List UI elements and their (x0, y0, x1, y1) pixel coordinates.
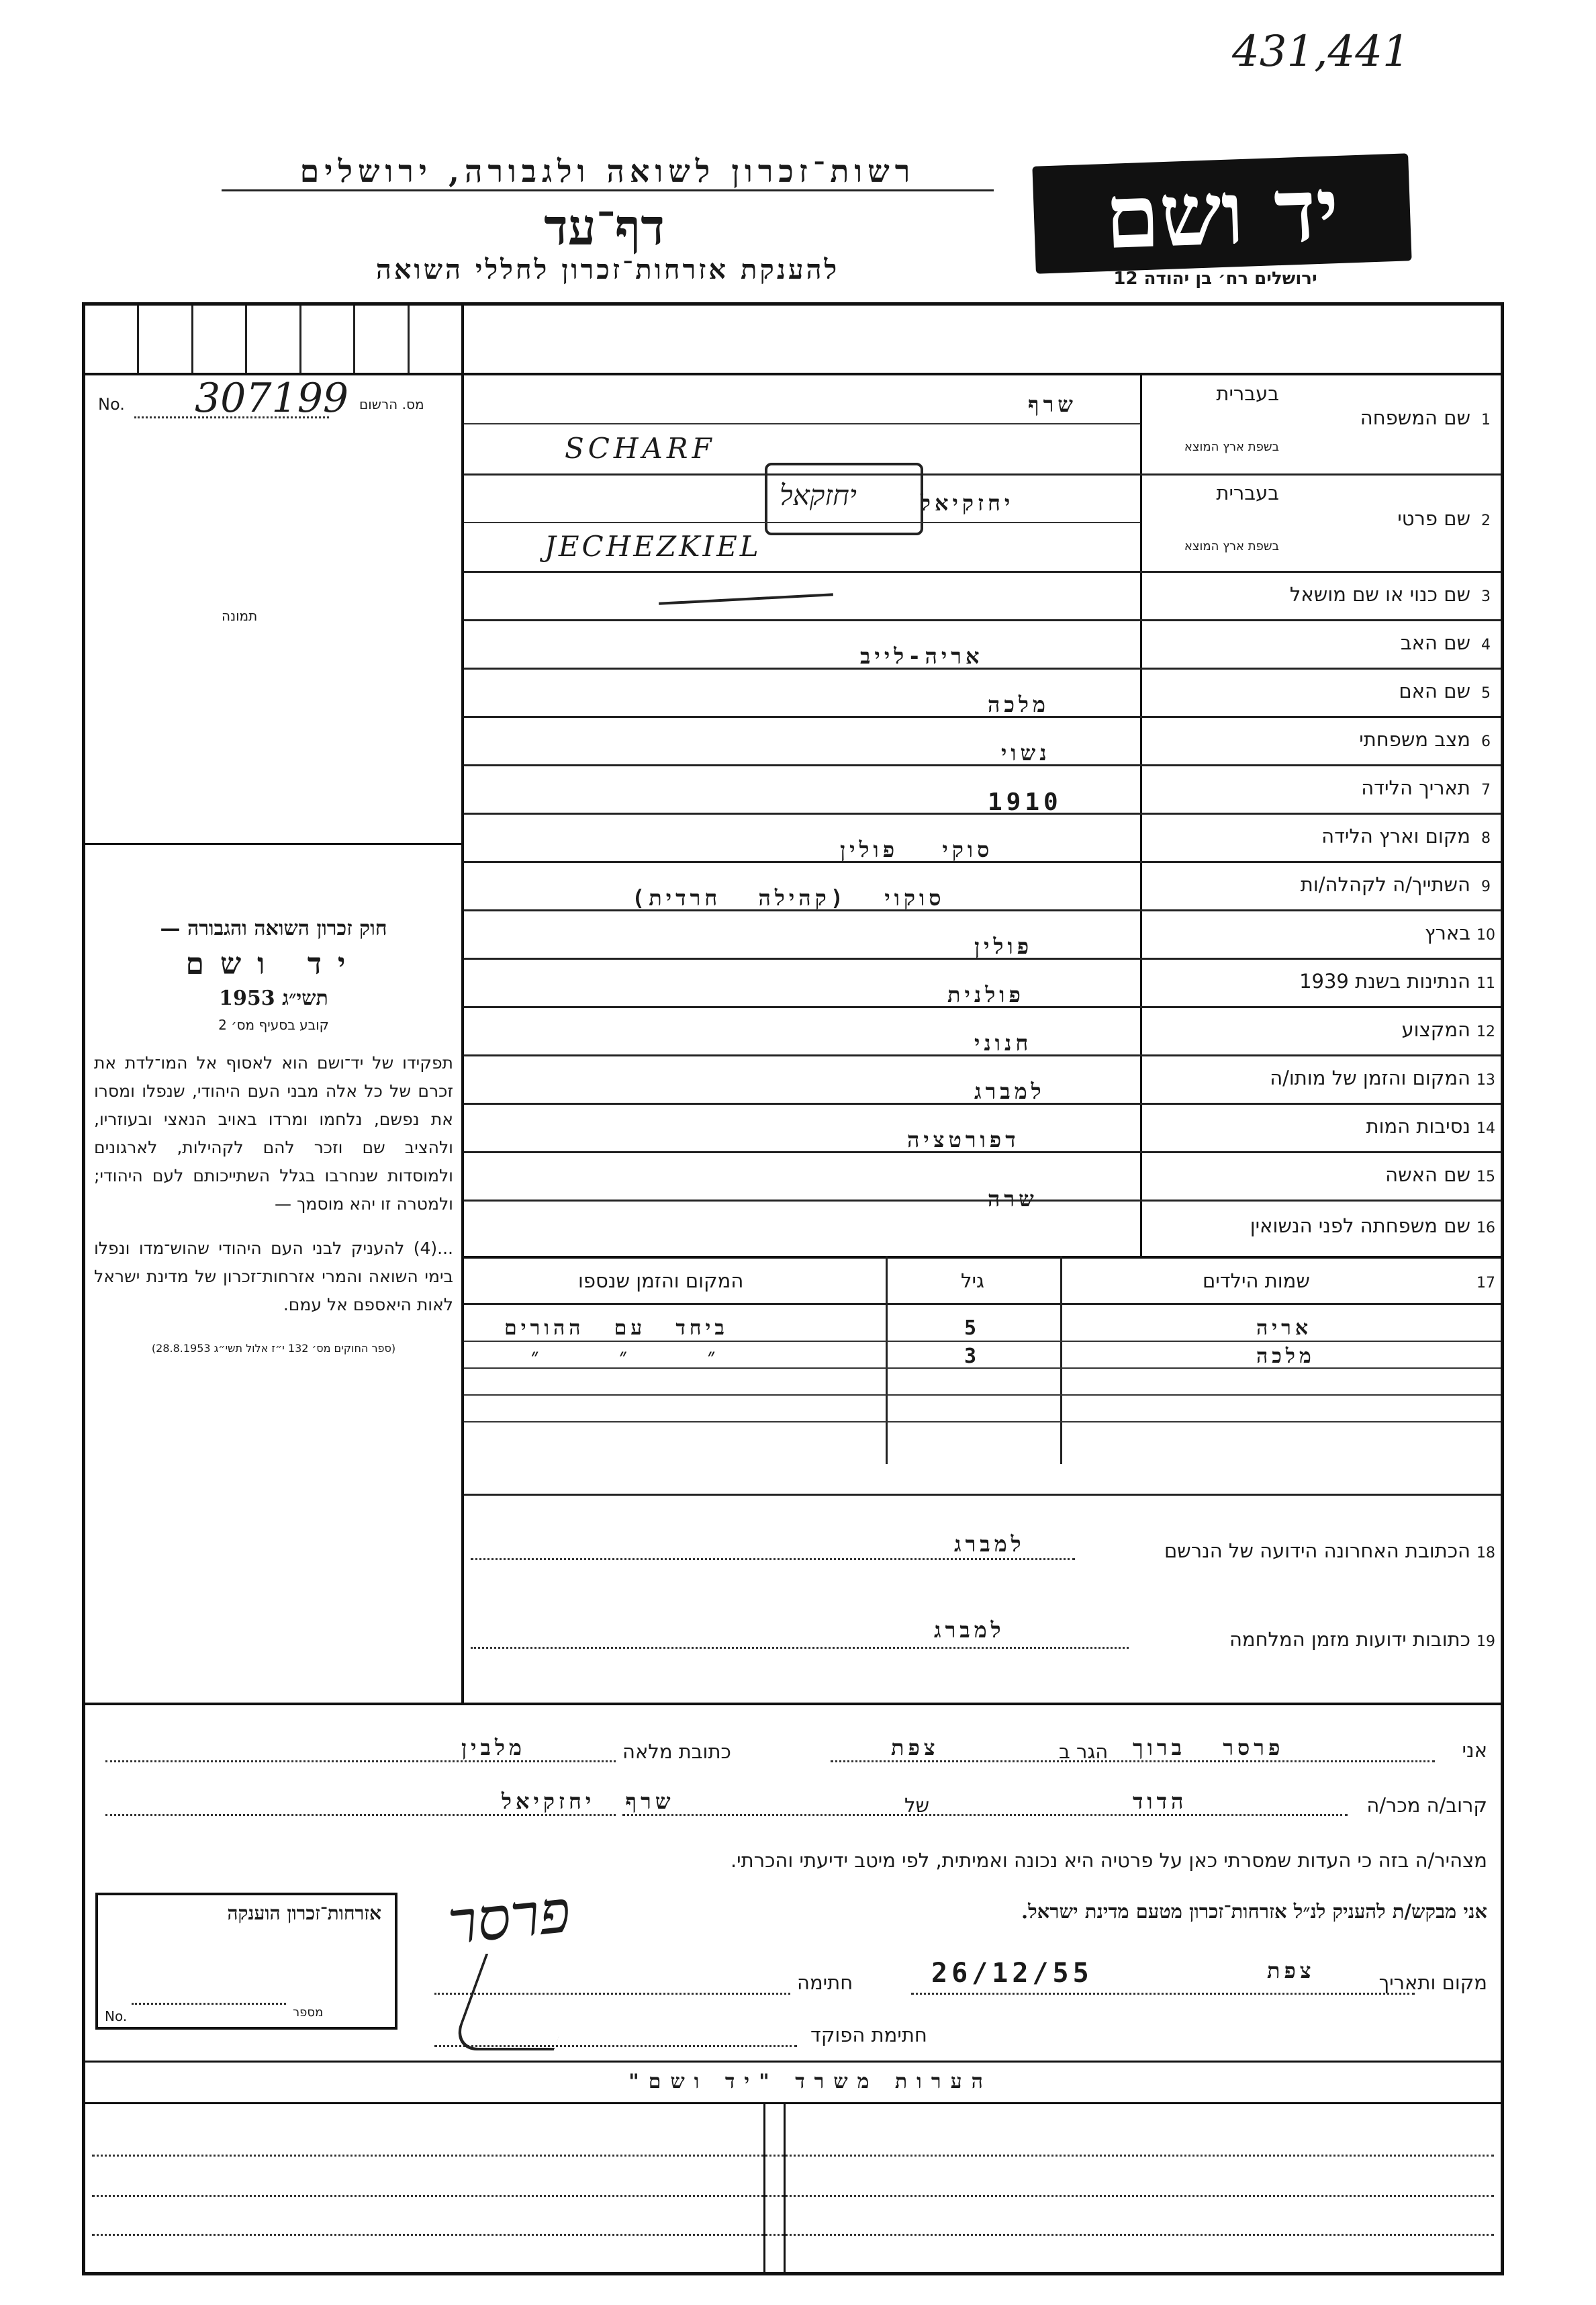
field-row-19 (464, 1585, 1501, 1672)
child-1-name: אריה (1256, 1316, 1313, 1340)
field-2-mid-line (464, 522, 1140, 523)
decl-name: פרסר ברוך (1133, 1735, 1284, 1760)
field-1-mid-line (464, 423, 1140, 424)
field-value-13: למברג (974, 1079, 1045, 1104)
law-source: (ספר החוקים מס׳ 132 י״ז אלול תשי״ג 28.8.1953) (151, 1342, 396, 1355)
field-value-19: למברג (934, 1617, 1005, 1643)
field-label-12: המקצוע (1401, 1018, 1470, 1041)
decl-name-line (831, 1760, 1435, 1762)
grant-box (95, 1893, 397, 2030)
field-num-7: 7 (1481, 782, 1491, 799)
law-section: קובע בסעיף מס׳ 2 (218, 1017, 329, 1033)
field-label-9: השתייך/ה לקהלה/ות (1300, 873, 1470, 896)
field-num-4: 4 (1481, 637, 1491, 653)
logo-text: יד ושם (1103, 157, 1341, 269)
field-row-11 (464, 958, 1501, 1008)
field-row-5 (464, 668, 1501, 718)
children-row-line-1 (464, 1341, 1501, 1342)
children-num: 17 (1476, 1275, 1495, 1292)
registration-block (94, 376, 457, 430)
law-name: יד ושם (185, 947, 362, 981)
field-value-1: שרף (1028, 392, 1077, 417)
field-row-13 (464, 1054, 1501, 1105)
remarks-title: הערות משרד "יד ושם" (628, 2070, 992, 2093)
decl-of-name: שרף יחזקיאל (502, 1789, 675, 1814)
field-row-12 (464, 1006, 1501, 1056)
law-text: תפקידו של יד־ושם הוא לאסוף אל המו־לדת את זכרם של כל אלה מבני העם היהודי, שנפלו ומסרו את נפשם, נלחמו ומרדו באויב הנאצי ובעוזריו, ולהציב שם וזכר להם לקהילות, לארגונים ולמוסדות שנחרבו בגלל השתייכותם לעם היהודי; ולמטרה זו יהא מוסמך — (94, 1053, 453, 1214)
field-row-3 (464, 571, 1501, 621)
field-num-14: 14 (1476, 1120, 1495, 1137)
field-row-2 (464, 473, 1501, 573)
field-value-5: מלכה (988, 692, 1049, 717)
field-value-9: סוקוי (קהילה חרדית) (632, 885, 945, 911)
registration-no-label: No. (98, 395, 125, 414)
remarks-col-divider-2 (784, 2102, 786, 2275)
field-num-19: 19 (1476, 1633, 1495, 1650)
field-num-2: 2 (1481, 512, 1491, 529)
children-header-age: גיל (961, 1269, 984, 1292)
remarks-col-divider-1 (763, 2102, 765, 2275)
form-title: דף־עד (544, 199, 665, 257)
field-row-14 (464, 1103, 1501, 1153)
children-header-place: המקום והזמן שנספו (578, 1269, 744, 1292)
field-value-14: דפורטציה (907, 1127, 1020, 1152)
remarks-line-2 (92, 2195, 1494, 2197)
field-num-15: 15 (1476, 1169, 1495, 1185)
law-year: תשי״ג 1953 (219, 987, 328, 1010)
children-col-divider-1 (886, 1256, 888, 1464)
field-3-stroke (659, 593, 833, 605)
registration-value: 307199 (195, 375, 349, 422)
field-num-12: 12 (1476, 1024, 1495, 1040)
registration-label: מס. הרשום (359, 396, 424, 412)
decl-date: 26/12/55 (931, 1958, 1093, 1989)
field-value-11: פולנית (947, 982, 1025, 1007)
children-row-line-3 (464, 1394, 1501, 1396)
decl-lives-label: הגר ב (1059, 1740, 1109, 1763)
field-sub-top-2: בעברית (1216, 482, 1279, 504)
remarks-top-line (85, 2061, 1501, 2063)
field-18-top-line (464, 1494, 1501, 1496)
decl-city: צפת (891, 1735, 939, 1760)
field-row-15 (464, 1151, 1501, 1202)
grant-box-title: אזרחות־זכרון הוענקה (227, 1902, 381, 1924)
field-num-6: 6 (1481, 733, 1491, 750)
photo-area-bottom (85, 843, 461, 845)
field-num-16: 16 (1476, 1220, 1495, 1236)
law-clause: ...(4) להעניק לבני העם היהודי שהוש־מדו ונפלו בימי השואה והמרי אזרחות־זכרון של מדינת ישראל לאות היאספם אל עמם. (94, 1238, 453, 1314)
field-label-15: שם האשה (1385, 1163, 1470, 1186)
field-num-13: 13 (1476, 1072, 1495, 1089)
decl-place: צפת (1267, 1958, 1315, 1983)
decl-relation-line (622, 1814, 1348, 1816)
field-label-8: מקום וארץ הלידה (1321, 825, 1470, 848)
remarks-line-1 (92, 2155, 1494, 2157)
field-value-2-handwritten: יחזקאל (780, 479, 857, 512)
grant-box-no-label: No. (105, 2008, 128, 2024)
field-label-16: שם משפחתה לפני הנשואין (1250, 1214, 1470, 1237)
field-label-6: מצב משפחתי (1359, 728, 1470, 751)
field-num-1: 1 (1481, 412, 1491, 428)
children-header-row (464, 1256, 1501, 1305)
children-header-names: שמות הילדים (1203, 1269, 1310, 1292)
law-block (94, 917, 453, 1355)
field-num-10: 10 (1476, 927, 1495, 944)
field-value-8: סוקי פולין (840, 837, 994, 862)
children-col-divider-2 (1060, 1256, 1062, 1464)
children-table (464, 1256, 1501, 1464)
decl-ani-label: אני (1462, 1739, 1487, 1762)
field-label-3: שם כנוי או שם מושאל (1289, 583, 1470, 606)
yad-vashem-logo (1032, 153, 1411, 273)
logo-address: ירושלים רח׳ בן יהודה 12 (1113, 269, 1317, 289)
field-value-1-latin: SCHARF (565, 432, 716, 465)
field-value-7: 1910 (988, 788, 1062, 816)
grant-box-line (132, 2003, 286, 2005)
decl-of-label: של (904, 1794, 930, 1817)
field-row-10 (464, 909, 1501, 960)
authority-name: רשות־זכרון לשואה ולגבורה, ירושלים (222, 153, 994, 191)
field-label-1: שם המשפחה (1360, 406, 1470, 429)
field-row-7 (464, 764, 1501, 815)
field-value-16: שרה (988, 1186, 1038, 1212)
field-label-14: נסיבות המות (1366, 1115, 1470, 1138)
decl-place-date-line (911, 1993, 1415, 1995)
field-num-5: 5 (1481, 685, 1491, 702)
photo-label: תמונה (222, 608, 258, 624)
field-num-18: 18 (1476, 1545, 1495, 1562)
decl-of-line (105, 1814, 616, 1816)
field-label-19: כתובות ידועות מזמן המלחמה (1229, 1628, 1470, 1651)
law-title: חוק זכרון השואה והגבורה — (160, 917, 387, 940)
field-label-18: הכתובת האחרונה הידועה של הנרשם (1164, 1539, 1470, 1562)
decl-signature: פרסר (444, 1876, 574, 1958)
decl-request: אני מבקש/ת להעניק לנ״ל אזרחות־זכרון מטעם מדינת ישראל. (1021, 1900, 1487, 1923)
field-num-11: 11 (1476, 975, 1495, 992)
field-label-4: שם האב (1400, 631, 1470, 654)
remarks-section (85, 2061, 1501, 2275)
decl-address-line (105, 1760, 616, 1762)
decl-relation-label: קרוב/ה מכר/ה (1366, 1794, 1487, 1817)
remarks-line-3 (92, 2234, 1494, 2236)
decl-address: מלבין (461, 1735, 526, 1760)
field-19-dotted (471, 1647, 1129, 1649)
field-sub-bottom-1: בשפת ארץ המוצא (1184, 440, 1279, 454)
child-1-age: 5 (964, 1316, 981, 1340)
field-value-6: נשוי (1001, 740, 1051, 766)
field-label-7: תאריך הלידה (1361, 776, 1470, 799)
form-subtitle: להענקת אזרחות־זכרון לחללי השואה (375, 254, 840, 285)
field-sub-top-1: בעברית (1216, 382, 1279, 405)
decl-signature-label: חתימה (797, 1971, 853, 1994)
children-row-line-4 (464, 1421, 1501, 1422)
child-1-place: ביחד עם ההורים (504, 1316, 729, 1340)
field-num-9: 9 (1481, 878, 1491, 895)
field-value-2: יחזקיאל (921, 490, 1015, 516)
decl-place-date-label: מקום ותאריך (1378, 1971, 1487, 1994)
field-row-16 (464, 1186, 1501, 1259)
field-label-10: בארץ (1424, 921, 1470, 944)
field-label-11: הנתינות בשנת 1939 (1299, 970, 1470, 993)
field-num-3: 3 (1481, 588, 1491, 605)
field-label-2: שם פרטי (1397, 507, 1470, 530)
field-row-9 (464, 861, 1501, 911)
officer-signature-mark (451, 1954, 589, 2050)
field-sub-bottom-2: בשפת ארץ המוצא (1184, 539, 1279, 553)
field-value-4: אריה-לייב (860, 643, 984, 669)
decl-statement: מצהיר/ה בזה כי העדות שמסרתי כאן על פרטיה היא נכונה ואמיתית, לפי מיטב ידיעתי והכרתי. (730, 1849, 1487, 1872)
decl-officer-label: חתימת הפוקד (810, 2024, 927, 2046)
top-strip-boxes (85, 306, 464, 373)
field-row-6 (464, 716, 1501, 766)
field-label-13: המקום והזמן של מותו/ה (1270, 1067, 1470, 1089)
field-row-1 (464, 373, 1501, 476)
field-value-18: למברג (954, 1531, 1025, 1557)
field-value-12: חנוני (974, 1030, 1033, 1056)
field-num-8: 8 (1481, 830, 1491, 847)
remarks-header-line (85, 2102, 1501, 2104)
decl-address-label: כתובת מלאה (622, 1740, 731, 1763)
field-row-8 (464, 813, 1501, 863)
child-2-place: ״ ״ ״ (531, 1345, 720, 1368)
grant-box-number-label: מספר (293, 2005, 324, 2020)
field-value-10: פולין (974, 934, 1033, 959)
field-value-2-latin: JECHEZKIEL (545, 530, 761, 563)
child-2-age: 3 (964, 1345, 981, 1368)
field-row-18 (464, 1464, 1501, 1572)
field-label-5: שם האם (1399, 680, 1470, 703)
archive-number: 431,441 (1232, 27, 1410, 77)
field-18-dotted (471, 1558, 1075, 1560)
field-row-4 (464, 619, 1501, 670)
decl-relation: הדוד (1133, 1789, 1188, 1814)
child-2-name: מלכה (1256, 1345, 1315, 1368)
